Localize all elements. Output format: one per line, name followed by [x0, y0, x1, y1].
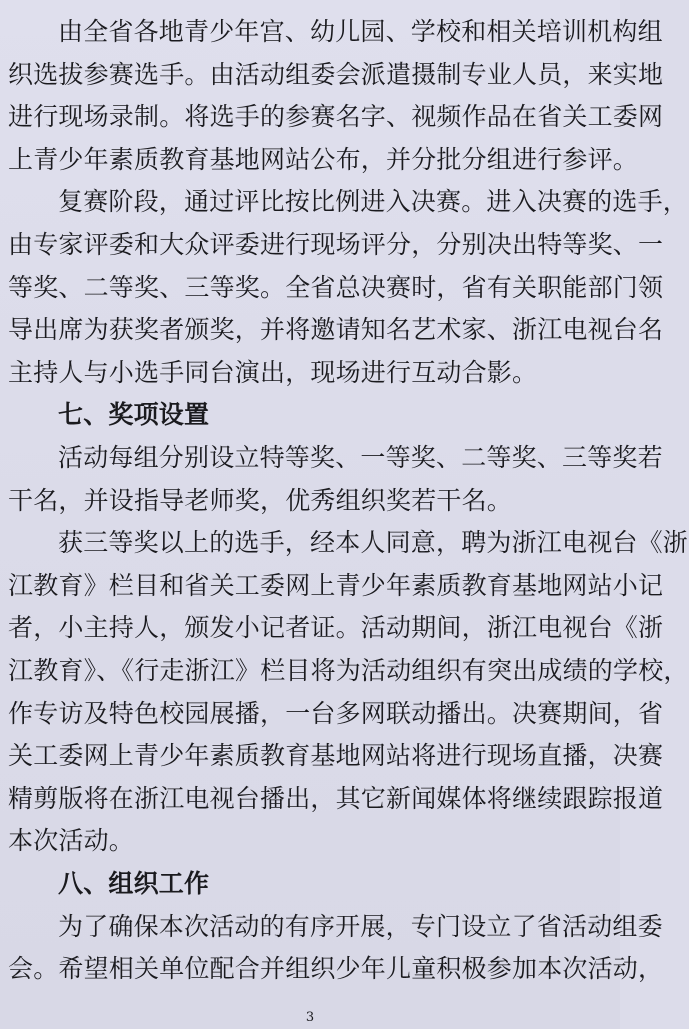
text-line: 由专家评委和大众评委进行现场评分，分别决出特等奖、一	[8, 230, 664, 259]
text-line: 江教育》栏目和省关工委网上青少年素质教育基地网站小记	[8, 570, 664, 600]
text-line: 导出席为获奖者颁奖，并将邀请知名艺术家、浙江电视台名	[8, 315, 664, 345]
text-line: 干名，并设指导老师奖，优秀组织奖若干名。	[8, 485, 513, 515]
text-line: 进行现场录制。将选手的参赛名字、视频作品在省关工委网	[8, 102, 664, 132]
text-line: 活动每组分别设立特等奖、一等奖、二等奖、三等奖若	[58, 443, 663, 472]
text-line: 精剪版将在浙江电视台播出，其它新闻媒体将继续跟踪报道	[8, 783, 664, 813]
text-line: 由全省各地青少年宫、幼儿园、学校和相关培训机构组	[58, 17, 663, 46]
page-number: 3	[305, 1010, 315, 1025]
text-line: 本次活动。	[8, 826, 135, 856]
section-heading-awards: 七、奖项设置	[58, 400, 210, 430]
text-line: 关工委网上青少年素质教育基地网站将进行现场直播，决赛	[8, 741, 664, 771]
text-line: 上青少年素质教育基地网站公布，并分批分组进行参评。	[8, 144, 639, 174]
text-line: 江教育》、《行走浙江》栏目将为活动组织有突出成绩的学校，	[8, 656, 689, 685]
text-line: 为了确保本次活动的有序开展，专门设立了省活动组委	[58, 911, 663, 941]
text-line: 获三等奖以上的选手，经本人同意，聘为浙江电视台《浙	[58, 528, 689, 558]
text-line: 主持人与小选手同台演出，现场进行互动合影。	[8, 357, 538, 387]
text-line: 织选拔参赛选手。由活动组委会派遣摄制专业人员，来实地	[8, 59, 664, 89]
section-heading-organization: 八、组织工作	[58, 869, 210, 898]
text-line: 会。希望相关单位配合并组织少年儿童积极参加本次活动，	[8, 954, 664, 984]
text-line: 复赛阶段，通过评比按比例进入决赛。进入决赛的选手，	[58, 187, 689, 217]
text-line: 等奖、二等奖、三等奖。全省总决赛时，省有关职能部门领	[8, 272, 664, 302]
text-line: 者，小主持人，颁发小记者证。活动期间，浙江电视台《浙	[8, 613, 664, 643]
text-line: 作专访及特色校园展播，一台多网联动播出。决赛期间，省	[8, 698, 664, 728]
